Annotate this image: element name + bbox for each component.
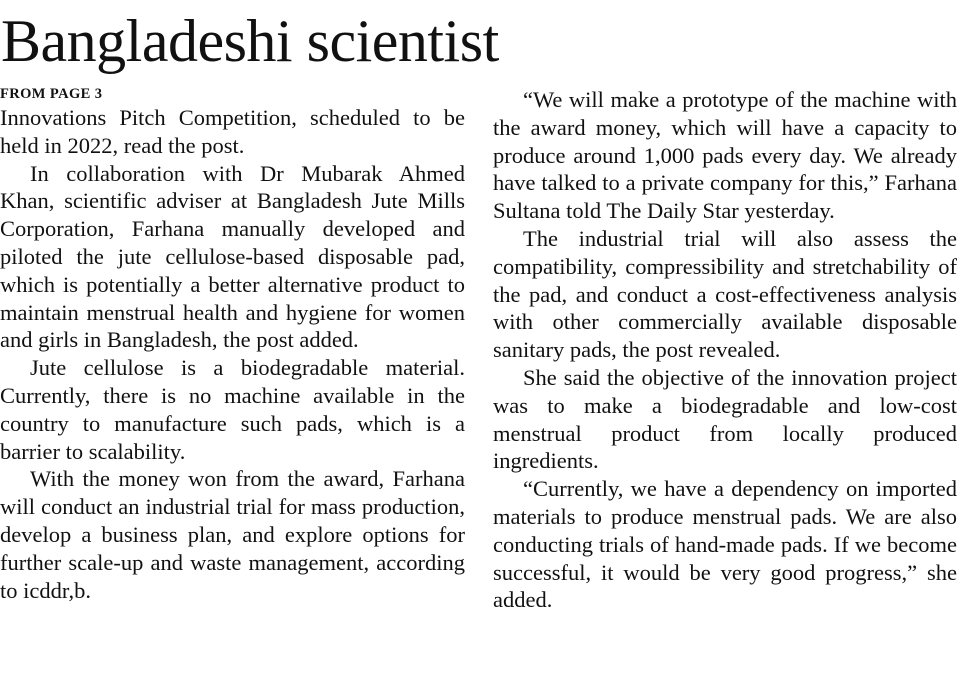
paragraph: In collaboration with Dr Mubarak Ahmed Khan, scientific adviser at Bangladesh Jute Mills Corporation, Farhana manually developed and piloted the jute cellulose-based disposable pad, which is potentially a better alternative product to maintain menstrual health and hygiene for women and girls in Bangladesh, the post added.: [0, 160, 465, 353]
paragraph: Jute cellulose is a biodegradable material. Currently, there is no machine available in the country to manufacture such pads, which is a barrier to scalability.: [0, 355, 465, 464]
paragraph: The industrial trial will also assess the compatibility, compressibility and stretchability of the pad, and conduct a cost-effectiveness analysis with other commercially available disposable sanitary pads, the post revealed.: [493, 225, 957, 363]
paragraph: She said the objective of the innovation project was to make a biodegradable and low-cost menstrual product from locally produced ingredients.: [493, 364, 957, 474]
paragraph: “We will make a prototype of the machine with the award money, which will have a capacity to produce around 1,000 pads every day. We already have talked to a private company for this,” Farhana Sultana told The Daily Star yesterday.: [493, 87, 957, 224]
continuation-kicker: FROM PAGE 3: [0, 86, 103, 102]
paragraph: With the money won from the award, Farhana will conduct an industrial trial for mass production, develop a business plan, and explore options for further scale-up and waste management, according to icddr,b.: [0, 466, 465, 603]
paragraph: Innovations Pitch Competition, scheduled to be held in 2022, read the post.: [0, 105, 465, 158]
paragraph: “Currently, we have a dependency on imported materials to produce menstrual pads. We are also conducting trials of hand-made pads. If we become successful, it would be very good progress,” she added.: [493, 476, 957, 613]
article-column-left: [0, 84, 465, 604]
article-column-right: [493, 84, 957, 614]
headline: Bangladeshi scientist: [1, 8, 499, 74]
